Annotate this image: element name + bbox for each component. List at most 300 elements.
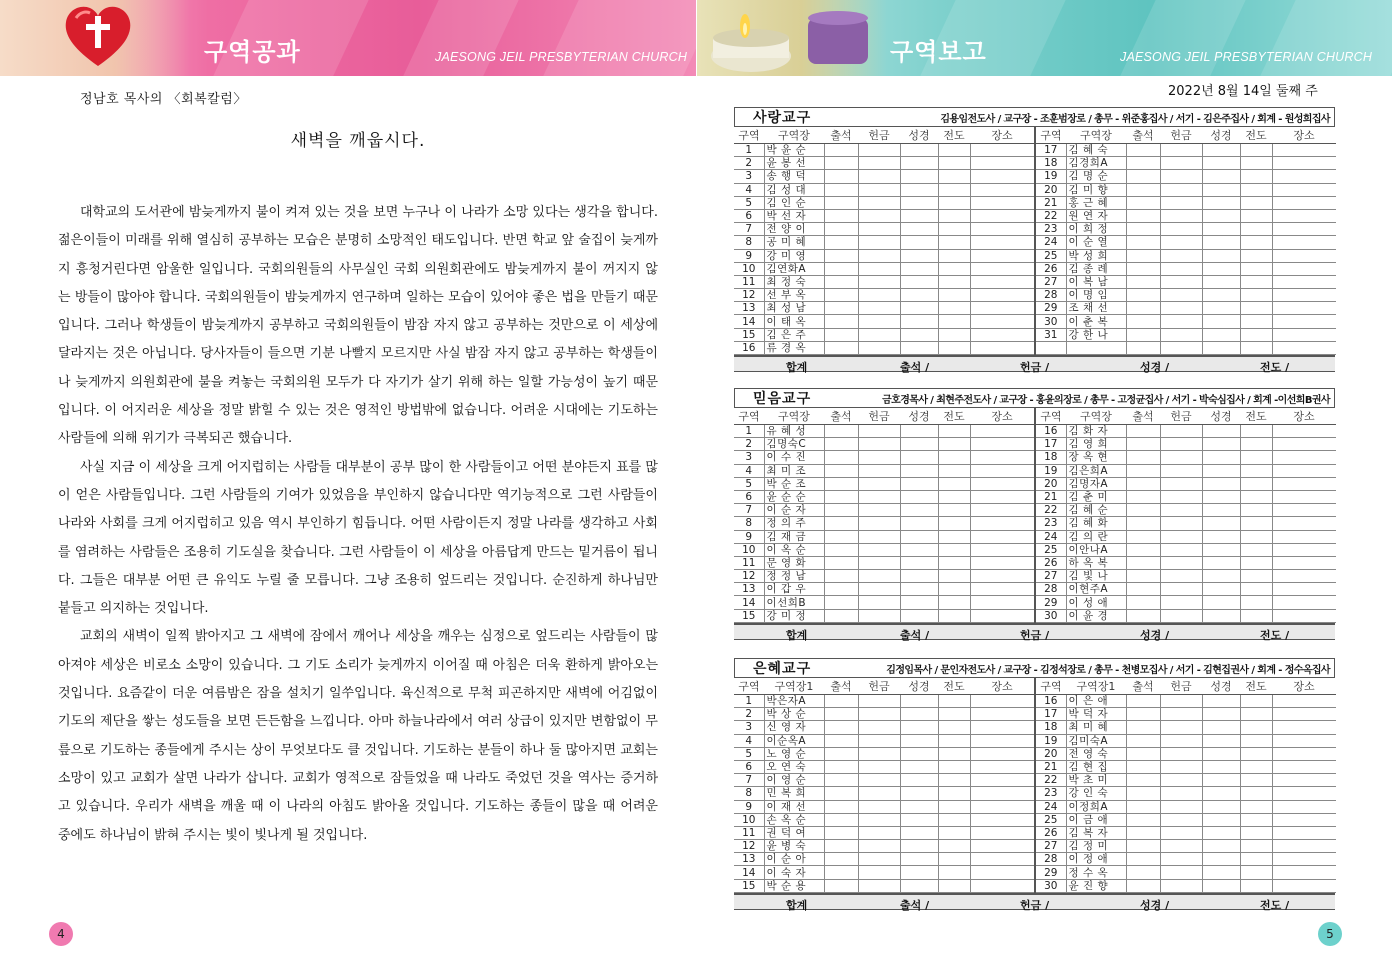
- cell-entry[interactable]: [858, 464, 900, 477]
- cell-entry[interactable]: [1240, 315, 1272, 328]
- cell-entry[interactable]: [1202, 490, 1240, 503]
- cell-entry[interactable]: [1202, 209, 1240, 222]
- cell-entry[interactable]: [938, 328, 970, 341]
- cell-entry[interactable]: [824, 866, 858, 879]
- cell-entry[interactable]: [1160, 275, 1202, 288]
- cell-entry[interactable]: [1272, 570, 1336, 583]
- cell-entry[interactable]: [858, 747, 900, 760]
- cell-entry[interactable]: [824, 289, 858, 302]
- cell-entry[interactable]: [900, 721, 938, 734]
- cell-entry[interactable]: [900, 262, 938, 275]
- cell-entry[interactable]: [858, 866, 900, 879]
- cell-entry[interactable]: [970, 249, 1034, 262]
- cell-entry[interactable]: [858, 760, 900, 773]
- cell-entry[interactable]: [1202, 879, 1240, 892]
- cell-entry[interactable]: [1126, 813, 1160, 826]
- cell-entry[interactable]: [900, 866, 938, 879]
- cell-entry[interactable]: [824, 223, 858, 236]
- cell-entry[interactable]: [824, 840, 858, 853]
- cell-entry[interactable]: [1202, 275, 1240, 288]
- cell-entry[interactable]: [1272, 774, 1336, 787]
- cell-entry[interactable]: [970, 144, 1034, 157]
- cell-entry[interactable]: [1126, 477, 1160, 490]
- cell-entry[interactable]: [824, 302, 858, 315]
- cell-entry[interactable]: [824, 609, 858, 622]
- cell-entry[interactable]: [1202, 734, 1240, 747]
- cell-entry[interactable]: [970, 800, 1034, 813]
- cell-entry[interactable]: [1202, 517, 1240, 530]
- cell-entry[interactable]: [900, 695, 938, 708]
- cell-entry[interactable]: [1272, 490, 1336, 503]
- cell-entry[interactable]: [900, 543, 938, 556]
- cell-entry[interactable]: [970, 464, 1034, 477]
- cell-entry[interactable]: [858, 583, 900, 596]
- cell-entry[interactable]: [1272, 341, 1336, 354]
- cell-entry[interactable]: [900, 464, 938, 477]
- cell-entry[interactable]: [938, 183, 970, 196]
- cell-entry[interactable]: [824, 853, 858, 866]
- cell-entry[interactable]: [824, 438, 858, 451]
- cell-entry[interactable]: [1160, 504, 1202, 517]
- cell-entry[interactable]: [970, 425, 1034, 438]
- cell-entry[interactable]: [938, 543, 970, 556]
- cell-entry[interactable]: [1240, 774, 1272, 787]
- cell-entry[interactable]: [1272, 556, 1336, 569]
- cell-entry[interactable]: [938, 438, 970, 451]
- cell-entry[interactable]: [1126, 747, 1160, 760]
- cell-entry[interactable]: [1126, 209, 1160, 222]
- cell-entry[interactable]: [970, 695, 1034, 708]
- cell-entry[interactable]: [970, 315, 1034, 328]
- cell-entry[interactable]: [900, 341, 938, 354]
- cell-entry[interactable]: [970, 223, 1034, 236]
- cell-entry[interactable]: [1126, 583, 1160, 596]
- cell-entry[interactable]: [938, 695, 970, 708]
- cell-entry[interactable]: [900, 249, 938, 262]
- cell-entry[interactable]: [1126, 236, 1160, 249]
- cell-entry[interactable]: [1160, 302, 1202, 315]
- cell-entry[interactable]: [1240, 236, 1272, 249]
- cell-entry[interactable]: [1272, 708, 1336, 721]
- cell-entry[interactable]: [900, 570, 938, 583]
- cell-entry[interactable]: [900, 787, 938, 800]
- cell-entry[interactable]: [1240, 477, 1272, 490]
- cell-entry[interactable]: [1202, 302, 1240, 315]
- cell-entry[interactable]: [1240, 196, 1272, 209]
- cell-entry[interactable]: [824, 826, 858, 839]
- cell-entry[interactable]: [970, 840, 1034, 853]
- cell-entry[interactable]: [938, 249, 970, 262]
- cell-entry[interactable]: [938, 583, 970, 596]
- cell-entry[interactable]: [1160, 596, 1202, 609]
- cell-entry[interactable]: [1272, 760, 1336, 773]
- cell-entry[interactable]: [1272, 223, 1336, 236]
- cell-entry[interactable]: [1272, 315, 1336, 328]
- cell-entry[interactable]: [938, 530, 970, 543]
- cell-entry[interactable]: [1272, 249, 1336, 262]
- cell-entry[interactable]: [900, 734, 938, 747]
- cell-entry[interactable]: [1240, 530, 1272, 543]
- cell-entry[interactable]: [1202, 144, 1240, 157]
- cell-entry[interactable]: [1160, 328, 1202, 341]
- cell-entry[interactable]: [1272, 853, 1336, 866]
- cell-entry[interactable]: [1126, 289, 1160, 302]
- cell-entry[interactable]: [1202, 157, 1240, 170]
- cell-entry[interactable]: [1272, 504, 1336, 517]
- cell-entry[interactable]: [938, 826, 970, 839]
- cell-entry[interactable]: [1240, 800, 1272, 813]
- cell-entry[interactable]: [824, 570, 858, 583]
- cell-entry[interactable]: [1202, 223, 1240, 236]
- cell-entry[interactable]: [824, 236, 858, 249]
- cell-entry[interactable]: [858, 708, 900, 721]
- cell-entry[interactable]: [824, 196, 858, 209]
- cell-entry[interactable]: [824, 490, 858, 503]
- cell-entry[interactable]: [1126, 840, 1160, 853]
- cell-entry[interactable]: [938, 289, 970, 302]
- cell-entry[interactable]: [1160, 840, 1202, 853]
- cell-entry[interactable]: [1240, 609, 1272, 622]
- cell-entry[interactable]: [824, 760, 858, 773]
- cell-entry[interactable]: [858, 721, 900, 734]
- cell-entry[interactable]: [1126, 262, 1160, 275]
- cell-entry[interactable]: [970, 596, 1034, 609]
- cell-entry[interactable]: [1160, 183, 1202, 196]
- cell-entry[interactable]: [1240, 517, 1272, 530]
- cell-entry[interactable]: [1272, 517, 1336, 530]
- cell-entry[interactable]: [938, 490, 970, 503]
- cell-entry[interactable]: [900, 760, 938, 773]
- cell-entry[interactable]: [1160, 438, 1202, 451]
- cell-entry[interactable]: [1202, 328, 1240, 341]
- cell-entry[interactable]: [1272, 157, 1336, 170]
- cell-entry[interactable]: [1160, 570, 1202, 583]
- cell-entry[interactable]: [1202, 609, 1240, 622]
- cell-entry[interactable]: [858, 183, 900, 196]
- cell-entry[interactable]: [824, 800, 858, 813]
- cell-entry[interactable]: [1240, 708, 1272, 721]
- cell-entry[interactable]: [900, 853, 938, 866]
- cell-entry[interactable]: [824, 708, 858, 721]
- cell-entry[interactable]: [858, 570, 900, 583]
- cell-entry[interactable]: [858, 530, 900, 543]
- cell-entry[interactable]: [1160, 196, 1202, 209]
- cell-entry[interactable]: [970, 556, 1034, 569]
- cell-entry[interactable]: [1272, 800, 1336, 813]
- cell-entry[interactable]: [824, 747, 858, 760]
- cell-entry[interactable]: [1160, 556, 1202, 569]
- cell-entry[interactable]: [1240, 583, 1272, 596]
- cell-entry[interactable]: [938, 517, 970, 530]
- cell-entry[interactable]: [1126, 800, 1160, 813]
- cell-entry[interactable]: [1126, 249, 1160, 262]
- cell-entry[interactable]: [1240, 866, 1272, 879]
- cell-entry[interactable]: [858, 826, 900, 839]
- cell-entry[interactable]: [900, 209, 938, 222]
- cell-entry[interactable]: [970, 183, 1034, 196]
- cell-entry[interactable]: [970, 774, 1034, 787]
- cell-entry[interactable]: [1202, 262, 1240, 275]
- cell-entry[interactable]: [1160, 609, 1202, 622]
- cell-entry[interactable]: [1202, 236, 1240, 249]
- cell-entry[interactable]: [1240, 695, 1272, 708]
- cell-entry[interactable]: [824, 813, 858, 826]
- cell-entry[interactable]: [938, 853, 970, 866]
- cell-entry[interactable]: [1160, 517, 1202, 530]
- cell-entry[interactable]: [824, 543, 858, 556]
- cell-entry[interactable]: [1160, 341, 1202, 354]
- cell-entry[interactable]: [1272, 209, 1336, 222]
- cell-entry[interactable]: [1160, 747, 1202, 760]
- cell-entry[interactable]: [900, 596, 938, 609]
- cell-entry[interactable]: [858, 315, 900, 328]
- cell-entry[interactable]: [1272, 477, 1336, 490]
- cell-entry[interactable]: [1126, 826, 1160, 839]
- cell-entry[interactable]: [900, 438, 938, 451]
- cell-entry[interactable]: [970, 530, 1034, 543]
- cell-entry[interactable]: [824, 183, 858, 196]
- cell-entry[interactable]: [858, 236, 900, 249]
- cell-entry[interactable]: [970, 504, 1034, 517]
- cell-entry[interactable]: [824, 341, 858, 354]
- cell-entry[interactable]: [1202, 556, 1240, 569]
- cell-entry[interactable]: [1160, 315, 1202, 328]
- cell-entry[interactable]: [858, 800, 900, 813]
- cell-entry[interactable]: [1160, 583, 1202, 596]
- cell-entry[interactable]: [1202, 800, 1240, 813]
- cell-entry[interactable]: [858, 249, 900, 262]
- cell-entry[interactable]: [1240, 249, 1272, 262]
- cell-entry[interactable]: [1160, 787, 1202, 800]
- cell-entry[interactable]: [938, 734, 970, 747]
- cell-entry[interactable]: [1160, 853, 1202, 866]
- cell-entry[interactable]: [1126, 438, 1160, 451]
- cell-entry[interactable]: [1202, 289, 1240, 302]
- cell-entry[interactable]: [1272, 530, 1336, 543]
- cell-entry[interactable]: [938, 760, 970, 773]
- cell-entry[interactable]: [1126, 223, 1160, 236]
- cell-entry[interactable]: [900, 747, 938, 760]
- cell-entry[interactable]: [1160, 800, 1202, 813]
- cell-entry[interactable]: [1126, 866, 1160, 879]
- cell-entry[interactable]: [970, 289, 1034, 302]
- cell-entry[interactable]: [1126, 144, 1160, 157]
- cell-entry[interactable]: [1240, 438, 1272, 451]
- cell-entry[interactable]: [824, 275, 858, 288]
- cell-entry[interactable]: [1272, 451, 1336, 464]
- cell-entry[interactable]: [1240, 787, 1272, 800]
- cell-entry[interactable]: [1272, 826, 1336, 839]
- cell-entry[interactable]: [1240, 853, 1272, 866]
- cell-entry[interactable]: [858, 879, 900, 892]
- cell-entry[interactable]: [1240, 425, 1272, 438]
- cell-entry[interactable]: [900, 826, 938, 839]
- cell-entry[interactable]: [824, 530, 858, 543]
- cell-entry[interactable]: [1202, 315, 1240, 328]
- cell-entry[interactable]: [1160, 708, 1202, 721]
- cell-entry[interactable]: [900, 315, 938, 328]
- cell-entry[interactable]: [1240, 840, 1272, 853]
- cell-entry[interactable]: [970, 708, 1034, 721]
- cell-entry[interactable]: [824, 477, 858, 490]
- cell-entry[interactable]: [1202, 543, 1240, 556]
- cell-entry[interactable]: [1126, 760, 1160, 773]
- cell-entry[interactable]: [938, 477, 970, 490]
- cell-entry[interactable]: [1202, 853, 1240, 866]
- cell-entry[interactable]: [1272, 840, 1336, 853]
- cell-entry[interactable]: [1202, 695, 1240, 708]
- cell-entry[interactable]: [824, 464, 858, 477]
- cell-entry[interactable]: [1126, 570, 1160, 583]
- cell-entry[interactable]: [858, 695, 900, 708]
- cell-entry[interactable]: [824, 596, 858, 609]
- cell-entry[interactable]: [1272, 866, 1336, 879]
- cell-entry[interactable]: [858, 275, 900, 288]
- cell-entry[interactable]: [1160, 157, 1202, 170]
- cell-entry[interactable]: [1202, 760, 1240, 773]
- cell-entry[interactable]: [900, 157, 938, 170]
- cell-entry[interactable]: [858, 157, 900, 170]
- cell-entry[interactable]: [1202, 721, 1240, 734]
- cell-entry[interactable]: [938, 879, 970, 892]
- cell-entry[interactable]: [1126, 157, 1160, 170]
- cell-entry[interactable]: [938, 209, 970, 222]
- cell-entry[interactable]: [970, 196, 1034, 209]
- cell-entry[interactable]: [1126, 183, 1160, 196]
- cell-entry[interactable]: [824, 209, 858, 222]
- cell-entry[interactable]: [1240, 262, 1272, 275]
- cell-entry[interactable]: [1126, 853, 1160, 866]
- cell-entry[interactable]: [1240, 734, 1272, 747]
- cell-entry[interactable]: [970, 517, 1034, 530]
- cell-entry[interactable]: [970, 157, 1034, 170]
- cell-entry[interactable]: [1240, 451, 1272, 464]
- cell-entry[interactable]: [938, 464, 970, 477]
- cell-entry[interactable]: [938, 840, 970, 853]
- cell-entry[interactable]: [858, 609, 900, 622]
- cell-entry[interactable]: [900, 236, 938, 249]
- cell-entry[interactable]: [970, 328, 1034, 341]
- cell-entry[interactable]: [1160, 734, 1202, 747]
- cell-entry[interactable]: [1202, 708, 1240, 721]
- cell-entry[interactable]: [900, 302, 938, 315]
- cell-entry[interactable]: [1160, 223, 1202, 236]
- cell-entry[interactable]: [1126, 341, 1160, 354]
- cell-entry[interactable]: [1272, 183, 1336, 196]
- cell-entry[interactable]: [1160, 209, 1202, 222]
- cell-entry[interactable]: [1272, 170, 1336, 183]
- cell-entry[interactable]: [970, 170, 1034, 183]
- cell-entry[interactable]: [1240, 556, 1272, 569]
- cell-entry[interactable]: [970, 341, 1034, 354]
- cell-entry[interactable]: [938, 170, 970, 183]
- cell-entry[interactable]: [900, 196, 938, 209]
- cell-entry[interactable]: [1240, 464, 1272, 477]
- cell-entry[interactable]: [1160, 236, 1202, 249]
- cell-entry[interactable]: [858, 209, 900, 222]
- cell-entry[interactable]: [938, 774, 970, 787]
- cell-entry[interactable]: [1126, 787, 1160, 800]
- cell-entry[interactable]: [1126, 530, 1160, 543]
- cell-entry[interactable]: [1240, 289, 1272, 302]
- cell-entry[interactable]: [970, 826, 1034, 839]
- cell-entry[interactable]: [824, 249, 858, 262]
- cell-entry[interactable]: [858, 543, 900, 556]
- cell-entry[interactable]: [1160, 464, 1202, 477]
- cell-entry[interactable]: [1202, 438, 1240, 451]
- cell-entry[interactable]: [938, 341, 970, 354]
- cell-entry[interactable]: [1160, 879, 1202, 892]
- cell-entry[interactable]: [1126, 170, 1160, 183]
- cell-entry[interactable]: [824, 695, 858, 708]
- cell-entry[interactable]: [858, 853, 900, 866]
- cell-entry[interactable]: [824, 262, 858, 275]
- cell-entry[interactable]: [858, 517, 900, 530]
- cell-entry[interactable]: [1240, 543, 1272, 556]
- cell-entry[interactable]: [824, 787, 858, 800]
- cell-entry[interactable]: [1240, 341, 1272, 354]
- cell-entry[interactable]: [938, 721, 970, 734]
- cell-entry[interactable]: [1202, 813, 1240, 826]
- cell-entry[interactable]: [1202, 826, 1240, 839]
- cell-entry[interactable]: [1126, 425, 1160, 438]
- cell-entry[interactable]: [970, 813, 1034, 826]
- cell-entry[interactable]: [900, 530, 938, 543]
- cell-entry[interactable]: [1126, 543, 1160, 556]
- cell-entry[interactable]: [938, 302, 970, 315]
- cell-entry[interactable]: [858, 196, 900, 209]
- cell-entry[interactable]: [1202, 747, 1240, 760]
- cell-entry[interactable]: [1126, 774, 1160, 787]
- cell-entry[interactable]: [1202, 583, 1240, 596]
- cell-entry[interactable]: [1202, 170, 1240, 183]
- cell-entry[interactable]: [1202, 183, 1240, 196]
- cell-entry[interactable]: [858, 556, 900, 569]
- cell-entry[interactable]: [970, 236, 1034, 249]
- cell-entry[interactable]: [858, 840, 900, 853]
- cell-entry[interactable]: [900, 517, 938, 530]
- cell-entry[interactable]: [858, 438, 900, 451]
- cell-entry[interactable]: [938, 262, 970, 275]
- cell-entry[interactable]: [858, 477, 900, 490]
- cell-entry[interactable]: [858, 289, 900, 302]
- cell-entry[interactable]: [1160, 262, 1202, 275]
- cell-entry[interactable]: [1126, 721, 1160, 734]
- cell-entry[interactable]: [1272, 328, 1336, 341]
- cell-entry[interactable]: [824, 734, 858, 747]
- cell-entry[interactable]: [1126, 464, 1160, 477]
- cell-entry[interactable]: [938, 275, 970, 288]
- cell-entry[interactable]: [1240, 596, 1272, 609]
- cell-entry[interactable]: [938, 144, 970, 157]
- cell-entry[interactable]: [1272, 275, 1336, 288]
- cell-entry[interactable]: [970, 209, 1034, 222]
- cell-entry[interactable]: [900, 840, 938, 853]
- cell-entry[interactable]: [1240, 747, 1272, 760]
- cell-entry[interactable]: [1272, 302, 1336, 315]
- cell-entry[interactable]: [900, 328, 938, 341]
- cell-entry[interactable]: [824, 879, 858, 892]
- cell-entry[interactable]: [1240, 879, 1272, 892]
- cell-entry[interactable]: [970, 451, 1034, 464]
- cell-entry[interactable]: [824, 451, 858, 464]
- cell-entry[interactable]: [938, 504, 970, 517]
- cell-entry[interactable]: [970, 747, 1034, 760]
- cell-entry[interactable]: [1126, 879, 1160, 892]
- cell-entry[interactable]: [938, 556, 970, 569]
- cell-entry[interactable]: [938, 800, 970, 813]
- cell-entry[interactable]: [900, 556, 938, 569]
